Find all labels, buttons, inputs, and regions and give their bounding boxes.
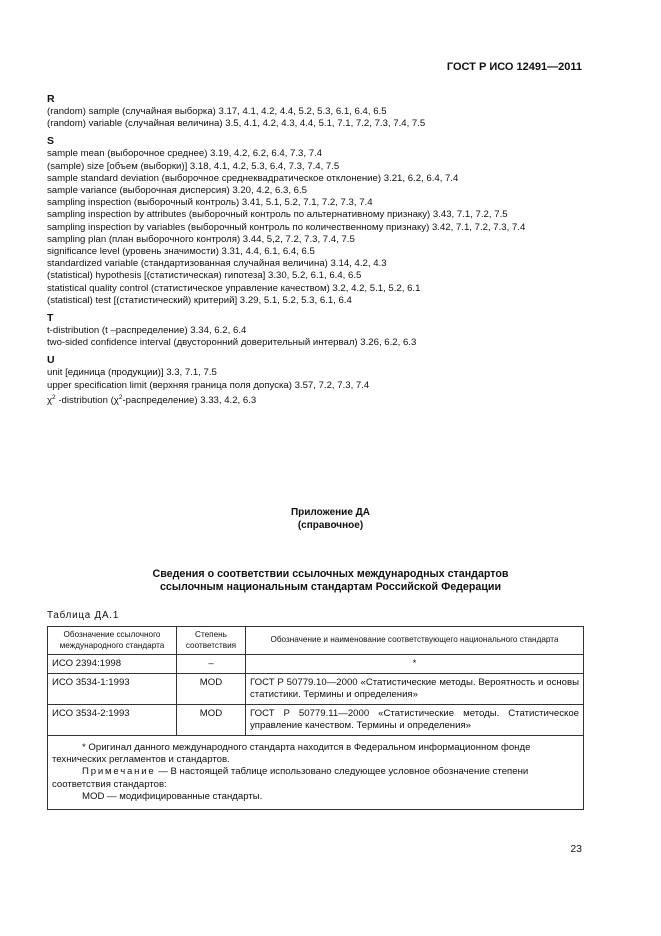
index-entry: (random) sample (случайная выборка) 3.17, 4.1, 4.2, 4.4, 5.2, 5.3, 6.1, 6.4, 6.5 — [47, 106, 387, 117]
index-group-u — [47, 354, 607, 407]
table-cell-ref: ИСО 3534-1:1993 — [48, 674, 177, 705]
table-row — [48, 705, 584, 736]
index-letter: U — [47, 354, 55, 367]
index-group-t — [47, 312, 607, 349]
index-entry: (sample) size [объем (выборки)] 3.18, 4.1, 4.2, 5.3, 6.4, 7.3, 7.4, 7.5 — [47, 160, 340, 172]
table-cell-degree: – — [177, 655, 246, 674]
table-footnote: * Оригинал данного международного стандарта находится в Федеральном информационном фонде технических регламентов и стандартов. — [52, 742, 531, 766]
note-label: Примечание — [82, 766, 156, 778]
table-note — [52, 766, 577, 790]
appendix-heading — [0, 507, 661, 532]
chi-symbol: χ — [47, 395, 53, 407]
index-entry: upper specification limit (верхняя граница поля допуска) 3.57, 7.2, 7.3, 7.4 — [47, 379, 370, 391]
table-cell-national: * — [246, 655, 584, 674]
table-notes-row — [48, 736, 584, 810]
appendix-type: (справочное) — [297, 519, 364, 531]
column-header: Степень соответствия — [177, 627, 246, 655]
index-entry: standardized variable (стандартизованная случайная величина) 3.14, 4.2, 4.3 — [47, 258, 387, 270]
index-entry: sampling inspection (выборочный контроль) 3.41, 5.1, 5.2, 7.1, 7.2, 7.3, 7.4 — [47, 197, 373, 209]
table-caption: Таблица ДА.1 — [47, 610, 120, 621]
section-title — [0, 568, 661, 594]
table-row — [48, 655, 584, 674]
index-entry: unit [единица (продукции)] 3.3, 7.1, 7.5 — [47, 367, 217, 379]
alphabetical-index — [47, 93, 607, 412]
table-cell-ref: ИСО 2394:1998 — [48, 655, 177, 674]
section-title-line: Сведения о соответствии ссылочных международных стандартов — [152, 568, 509, 580]
index-entry: significance level (уровень значимости) 3.31, 4.4, 6.1, 6.4, 6.5 — [47, 246, 315, 258]
index-letter: R — [47, 93, 55, 105]
document-header: ГОСТ Р ИСО 12491—2011 — [446, 61, 582, 73]
index-entry: (statistical) test [(статистический) критерий] 3.29, 5.1, 5.2, 5.3, 6.1, 6.4 — [47, 294, 352, 306]
chi-superscript: 2 — [52, 393, 56, 401]
index-entry: t-distribution (t –распределение) 3.34, 6.2, 6.4 — [47, 325, 247, 337]
index-letter: S — [47, 135, 55, 148]
index-entry: two-sided confidence interval (двусторонний доверительный интервал) 3.26, 6.2, 6.3 — [47, 337, 417, 349]
chi-text-part: -distribution ( — [55, 395, 114, 407]
note-text: — В настоящей таблице использовано следующее условное обозначение степени соответствия стандартов: — [52, 766, 529, 790]
index-entry: sample variance (выборочная дисперсия) 3.20, 4.2, 6.3, 6.5 — [47, 185, 307, 197]
correspondence-table — [47, 626, 584, 810]
table-cell-national: ГОСТ Р 50779.10—2000 «Статистические методы. Вероятность и основы статистики. Термины и определения» — [246, 674, 584, 705]
table-cell-ref: ИСО 3534-2:1993 — [48, 705, 177, 736]
chi-superscript: 2 — [118, 393, 123, 401]
section-title-line: ссылочным национальным стандартам Российской Федерации — [159, 581, 502, 593]
table-cell-degree: MOD — [177, 705, 246, 736]
note-mod-definition: MOD — модифицированные стандарты. — [82, 790, 263, 802]
index-entry: (statistical) hypothesis [(статистическая) гипотеза] 3.30, 5.2, 6.1, 6.4, 6.5 — [47, 270, 362, 282]
index-entry: sampling plan (план выборочного контроля) 3.44, 5,2, 7.2, 7.3, 7.4, 7.5 — [47, 233, 355, 245]
chi-text-part: -распределение) 3.33, 4.2, 6.3 — [122, 395, 257, 407]
table-cell-national: ГОСТ Р 50779.11—2000 «Статистические методы. Статистическое управление качеством. Термины и определения» — [246, 705, 584, 736]
column-header: Обозначение и наименование соответствующего национального стандарта — [246, 627, 584, 655]
table-header-row — [48, 627, 584, 655]
index-entry: sampling inspection by variables (выборочный контроль по количественному признаку) 3.42, 7.1, 7.2, 7.3, 7.4 — [47, 221, 526, 233]
index-entry: sample mean (выборочное среднее) 3.19, 4.2, 6.2, 6.4, 7.3, 7.4 — [47, 148, 323, 160]
index-group-r — [47, 93, 607, 130]
index-entry: (random) variable (случайная величина) 3.5, 4.1, 4.2, 4.3, 4.4, 5.1, 7.1, 7.2, 7.3, 7.4, 7.5 — [47, 118, 426, 130]
index-entry: sampling inspection by attributes (выборочный контроль по альтернативному признаку) 3.43, 7.1, 7.2, 7.5 — [47, 209, 508, 221]
column-header: Обозначение ссылочного международного стандарта — [48, 627, 177, 655]
index-group-s — [47, 135, 607, 307]
table-notes — [48, 736, 584, 810]
index-entry-chi-square — [47, 392, 607, 407]
chi-symbol: χ — [113, 395, 119, 407]
appendix-title: Приложение ДА — [290, 507, 371, 518]
table-cell-degree: MOD — [177, 674, 246, 705]
page-number: 23 — [570, 843, 582, 855]
index-entry: sample standard deviation (выборочное среднеквадратическое отклонение) 3.21, 6.2, 6.4, 7.4 — [47, 172, 459, 184]
index-letter: T — [47, 312, 54, 325]
table-row — [48, 674, 584, 705]
index-entry: statistical quality control (статистическое управление качеством) 3.2, 4.2, 5.1, 5.2, 6.1 — [47, 282, 421, 294]
